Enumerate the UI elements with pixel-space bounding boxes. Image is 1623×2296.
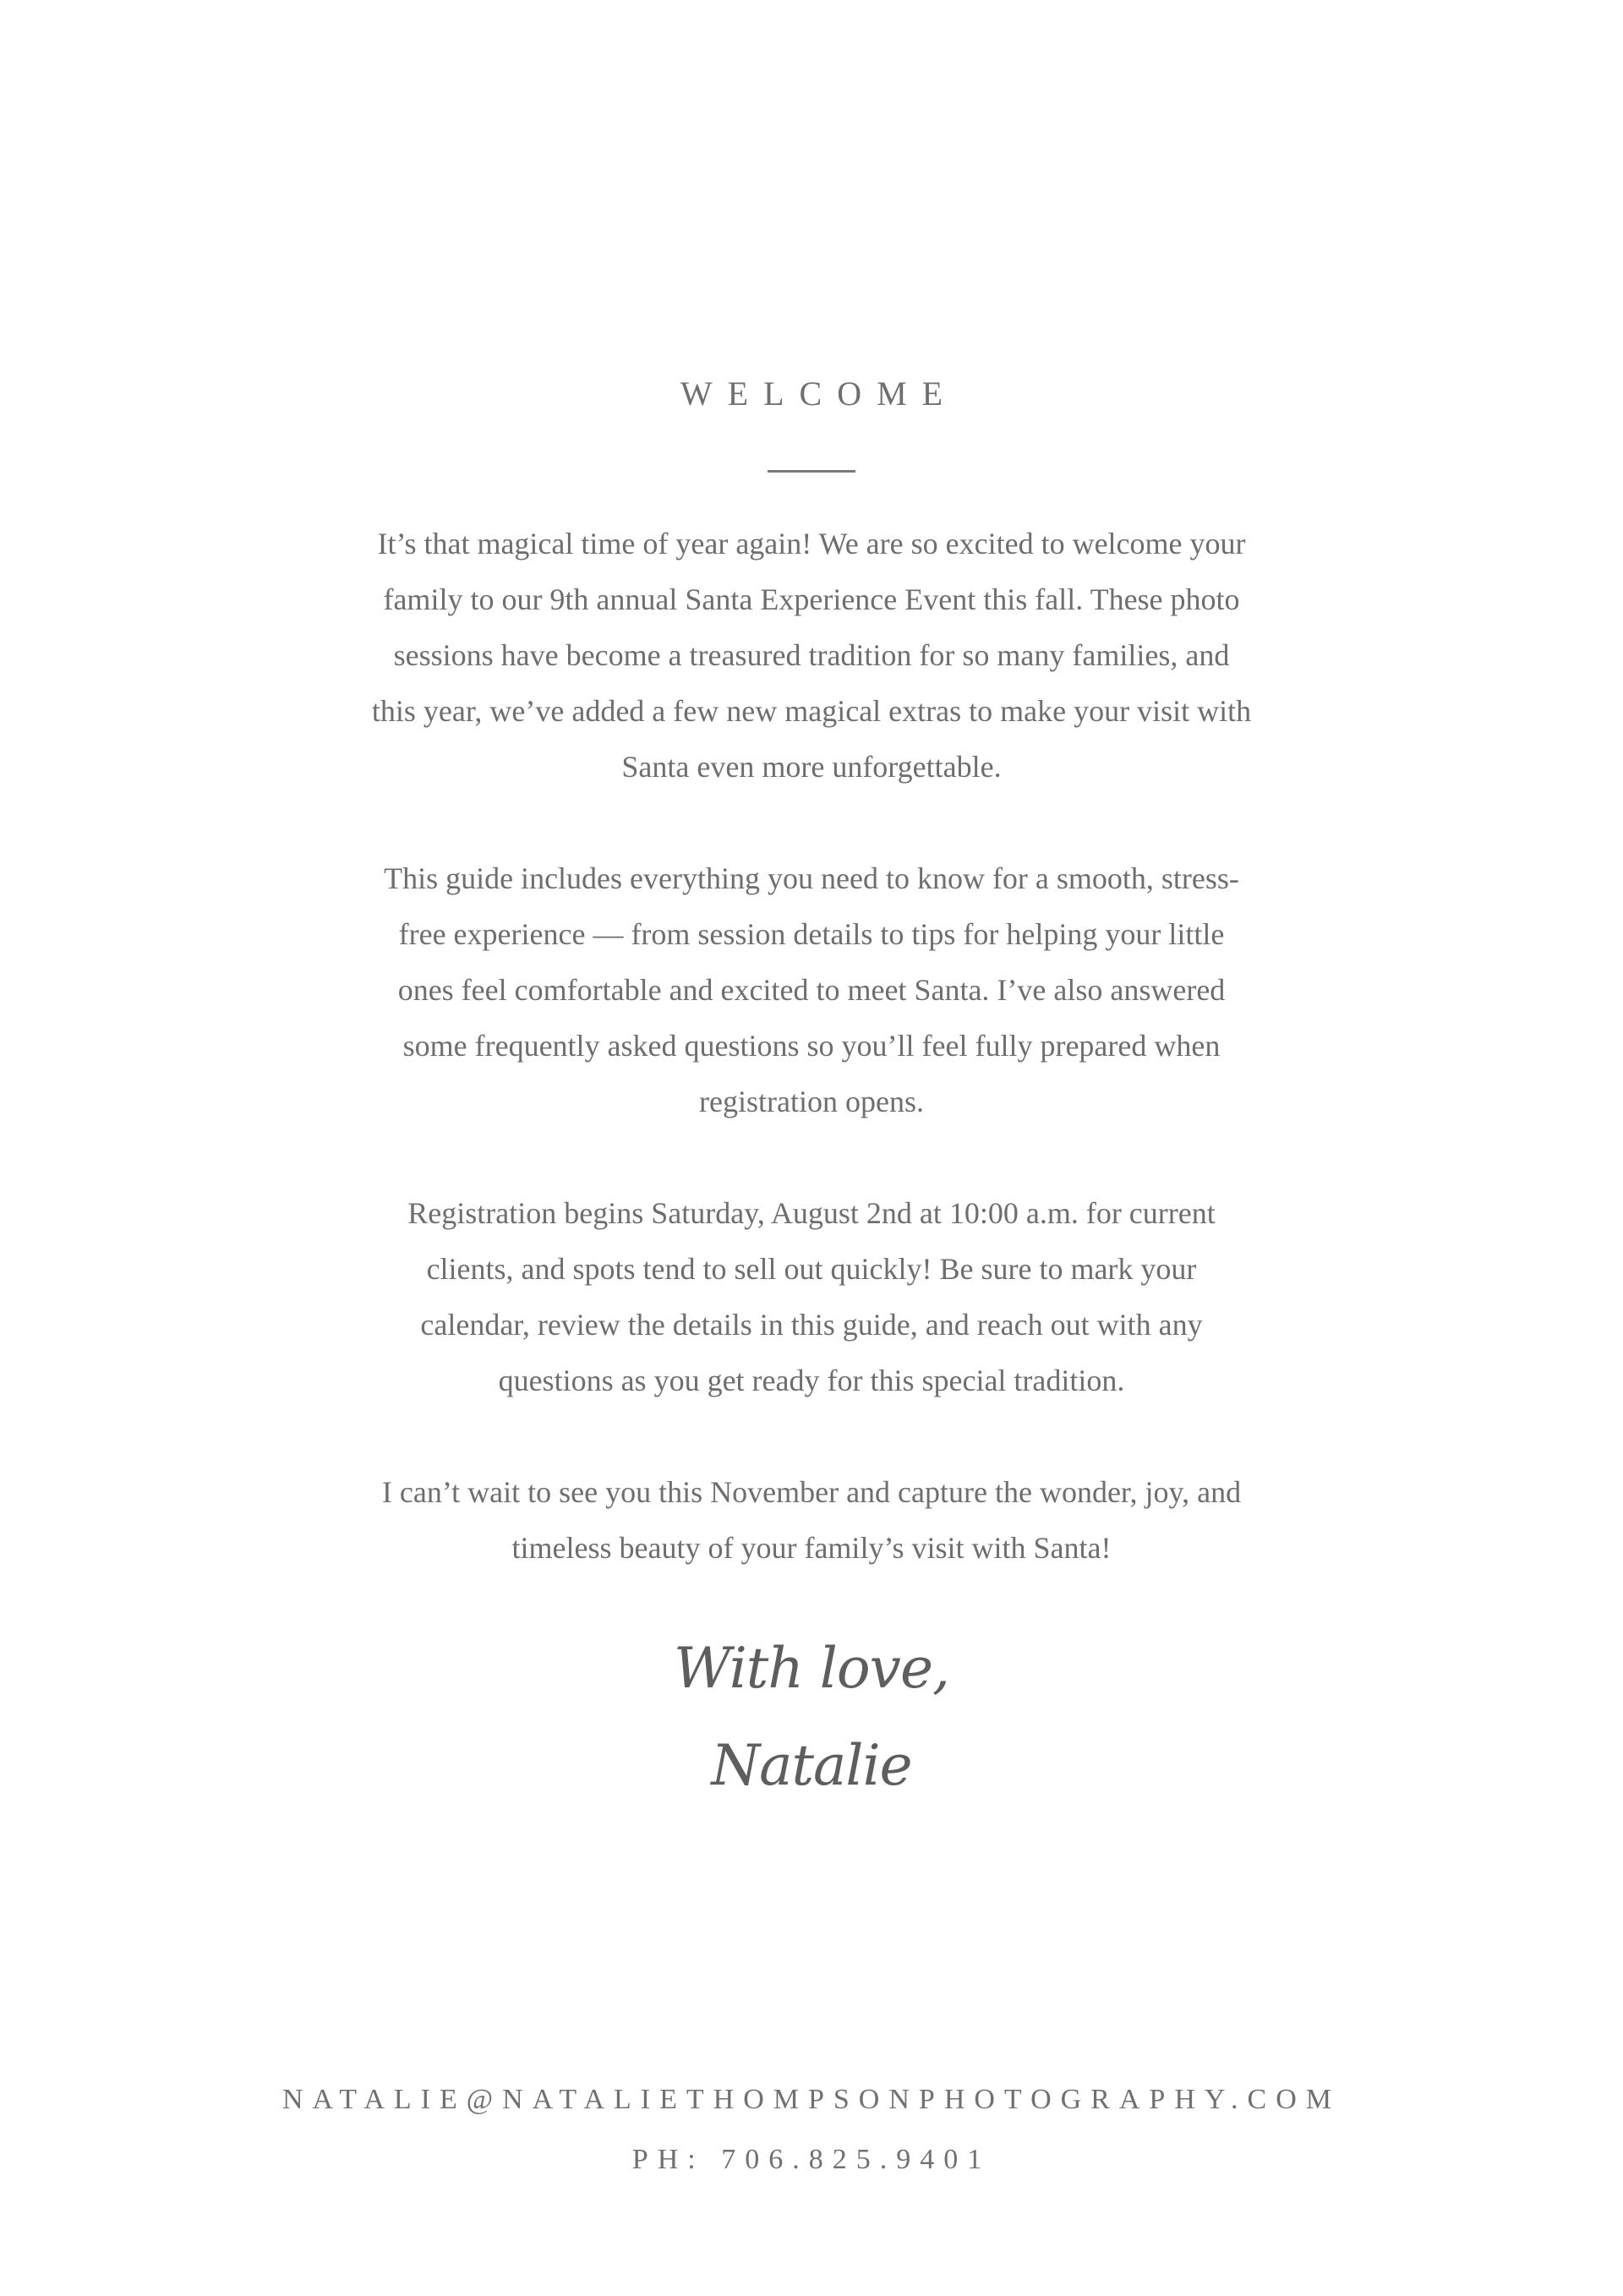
text-line: timeless beauty of your family’s visit with Santa! xyxy=(511,1531,1112,1565)
text-line: clients, and spots tend to sell out quickly! Be sure to mark your xyxy=(426,1252,1197,1286)
text-line: free experience — from session details to tips for helping your little xyxy=(398,917,1225,951)
signature-closing: With love, xyxy=(674,1636,949,1701)
text-line: questions as you get ready for this special tradition. xyxy=(498,1364,1125,1397)
text-line: I can’t wait to see you this November and capture the wonder, joy, and xyxy=(381,1475,1242,1509)
text-line: registration opens. xyxy=(699,1085,924,1118)
signature-name: Natalie xyxy=(711,1733,912,1798)
text-line: Registration begins Saturday, August 2nd at 10:00 a.m. for current xyxy=(407,1196,1216,1230)
text-line: calendar, review the details in this guide, and reach out with any xyxy=(420,1308,1203,1342)
paragraph-registration xyxy=(287,1185,1336,1408)
text-line: some frequently asked questions so you’ll feel fully prepared when xyxy=(402,1029,1221,1063)
title-divider xyxy=(768,470,855,473)
page-title: WELCOME xyxy=(680,374,959,413)
text-line: sessions have become a treasured tradition for so many families, and xyxy=(393,638,1230,672)
text-line: ones feel comfortable and excited to meet Santa. I’ve also answered xyxy=(397,973,1226,1007)
paragraph-intro xyxy=(287,516,1336,795)
text-line: family to our 9th annual Santa Experience Event this fall. These photo xyxy=(383,582,1240,616)
contact-phone: PH: 706.825.9401 xyxy=(631,2144,992,2175)
welcome-letter-body xyxy=(287,516,1336,1632)
contact-email-link[interactable]: NATALIE@NATALIETHOMPSONPHOTOGRAPHY.COM xyxy=(281,2084,1342,2115)
text-line: This guide includes everything you need to know for a smooth, stress- xyxy=(384,861,1239,895)
paragraph-guide xyxy=(287,850,1336,1129)
text-line: It’s that magical time of year again! We are so excited to welcome your xyxy=(377,527,1246,560)
text-line: Santa even more unforgettable. xyxy=(621,750,1002,784)
paragraph-closing xyxy=(287,1464,1336,1576)
text-line: this year, we’ve added a few new magical extras to make your visit with xyxy=(371,694,1252,728)
